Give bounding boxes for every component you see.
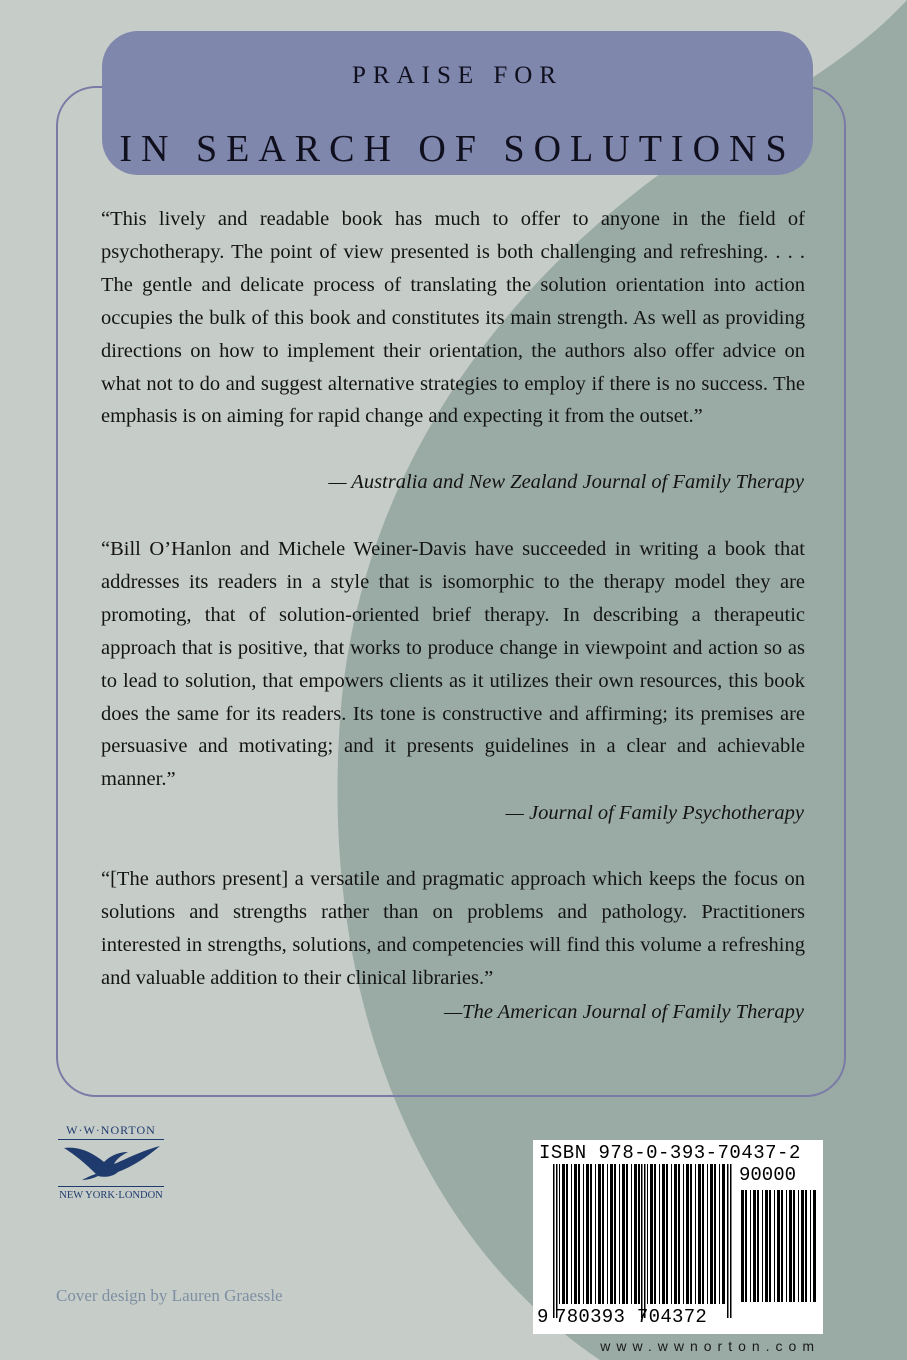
barcode-bar (674, 1164, 677, 1304)
barcode-bar (614, 1164, 616, 1304)
barcode-bar (722, 1164, 725, 1304)
barcode-bar (805, 1190, 807, 1302)
barcode-bar (683, 1164, 684, 1304)
barcode-bar (774, 1190, 775, 1302)
review-quote-3: “[The authors present] a versatile and pragmatic approach which keeps the focus on solutions and strengths rather than on problems and pathology. Practitioners interested in strengths, solutions, and competencies will find this volume a refreshing and valuable addition to their clinical libraries.” (101, 868, 805, 989)
title-banner (102, 31, 813, 175)
barcode-bar (590, 1164, 592, 1304)
ean-first-digit: 9 (537, 1306, 549, 1328)
barcode-bar (607, 1164, 608, 1304)
barcode-bar (789, 1190, 792, 1302)
barcode-bar (698, 1164, 701, 1304)
review-source-1: — Australia and New Zealand Journal of Family Therapy (328, 471, 804, 493)
barcode-bar (765, 1190, 768, 1302)
barcode-guard (556, 1164, 558, 1318)
barcode-bar (813, 1190, 816, 1302)
barcode-bar (566, 1164, 568, 1304)
review-source-2: — Journal of Family Psychotherapy (505, 802, 804, 824)
barcode-bar (714, 1164, 716, 1304)
barcode-bar (662, 1164, 665, 1304)
review-source-3: —The American Journal of Family Therapy (443, 1001, 804, 1023)
barcode-bar (562, 1164, 565, 1304)
barcode-bar (571, 1164, 572, 1304)
barcode-bar (631, 1164, 632, 1304)
barcode-bar (678, 1164, 680, 1304)
barcode-guard (641, 1164, 643, 1318)
barcode-bar (695, 1164, 696, 1304)
barcode-bar (719, 1164, 720, 1304)
barcode-bar (610, 1164, 613, 1304)
barcode-bar (578, 1164, 580, 1304)
barcode-guard (553, 1164, 555, 1318)
barcode-bar (647, 1164, 648, 1304)
barcode-bar (757, 1190, 759, 1302)
barcode-bar (801, 1190, 804, 1302)
barcode-bar (622, 1164, 625, 1304)
seagull-icon (58, 1140, 164, 1184)
publisher-website: www.wwnorton.com (600, 1338, 820, 1354)
review-quote-1: “This lively and readable book has much to offer to anyone in the field of psychotherapy. The point of view presented is both challenging and refreshing. . . . The gentle and delicate process of translating the solution orientation into action occupies the bulk of this book and constitutes its main strength. As well as providing directions on how to implement their orientation, the authors also offer advice on what not to do and suggest alternative strategies to employ if there is no success. The emphasis is on aiming for rapid change and expecting it from the outset.” (101, 208, 805, 428)
barcode-bar (586, 1164, 589, 1304)
publisher-cities: NEW YORK·LONDON (59, 1190, 163, 1201)
barcode-bar (753, 1190, 756, 1302)
barcode-bar (686, 1164, 689, 1304)
barcode-bar (619, 1164, 620, 1304)
barcode-bar (595, 1164, 596, 1304)
barcode-bar (710, 1164, 713, 1304)
barcode-bar (690, 1164, 692, 1304)
book-title: IN SEARCH OF SOLUTIONS (119, 128, 796, 170)
barcode-bar (650, 1164, 653, 1304)
praise-heading: PRAISE FOR (351, 62, 563, 89)
barcode-bar (659, 1164, 660, 1304)
cover-design-credit: Cover design by Lauren Graessle (56, 1286, 283, 1305)
barcode-bar (786, 1190, 787, 1302)
isbn-number: ISBN 978-0-393-70437-2 (539, 1142, 801, 1164)
barcode-bar (781, 1190, 783, 1302)
barcode-bar (602, 1164, 604, 1304)
barcode-bar (745, 1190, 747, 1302)
barcode-bar (574, 1164, 577, 1304)
barcode-bar (793, 1190, 795, 1302)
barcode-guard (727, 1164, 729, 1318)
barcode-bar (666, 1164, 668, 1304)
barcode-guard (730, 1164, 732, 1318)
barcode-bar (777, 1190, 780, 1302)
barcode-bar (750, 1190, 751, 1302)
barcode-bar (598, 1164, 601, 1304)
barcode-bar (810, 1190, 811, 1302)
barcode-bar (626, 1164, 628, 1304)
barcode-bar (707, 1164, 708, 1304)
barcode-bar (638, 1164, 640, 1304)
barcode-bar (741, 1190, 744, 1302)
publisher-logo (58, 1123, 164, 1205)
price-code: 90000 (739, 1164, 797, 1186)
barcode-bar (769, 1190, 771, 1302)
publisher-name: W·W·NORTON (66, 1123, 156, 1137)
barcode-bar (634, 1164, 637, 1304)
logo-rule-bottom (58, 1186, 164, 1187)
barcode-bar (559, 1164, 560, 1304)
barcode-guard (644, 1164, 646, 1318)
barcode-bar (798, 1190, 799, 1302)
barcode-bar (583, 1164, 584, 1304)
review-quote-2: “Bill O’Hanlon and Michele Weiner-Davis have succeeded in writing a book that addresses its readers in a style that is isomorphic to the therapy model they are promoting, that of solution-oriented brief therapy. In describing a therapeutic approach that is positive, that works to produce change in viewpoint and action so as to lead to solution, that empowers clients as it utilizes their own resources, this book does the same for its readers. Its tone is constructive and affirming; its premises are persuasive and motivating; and it presents guidelines in a clear and achievable manner.” (101, 538, 805, 791)
barcode-bar (654, 1164, 656, 1304)
barcode-panel (533, 1140, 823, 1334)
barcode-bar (702, 1164, 704, 1304)
barcode-bar (762, 1190, 763, 1302)
barcode-bar (671, 1164, 672, 1304)
ean-digits: 780393 704372 (555, 1306, 708, 1328)
